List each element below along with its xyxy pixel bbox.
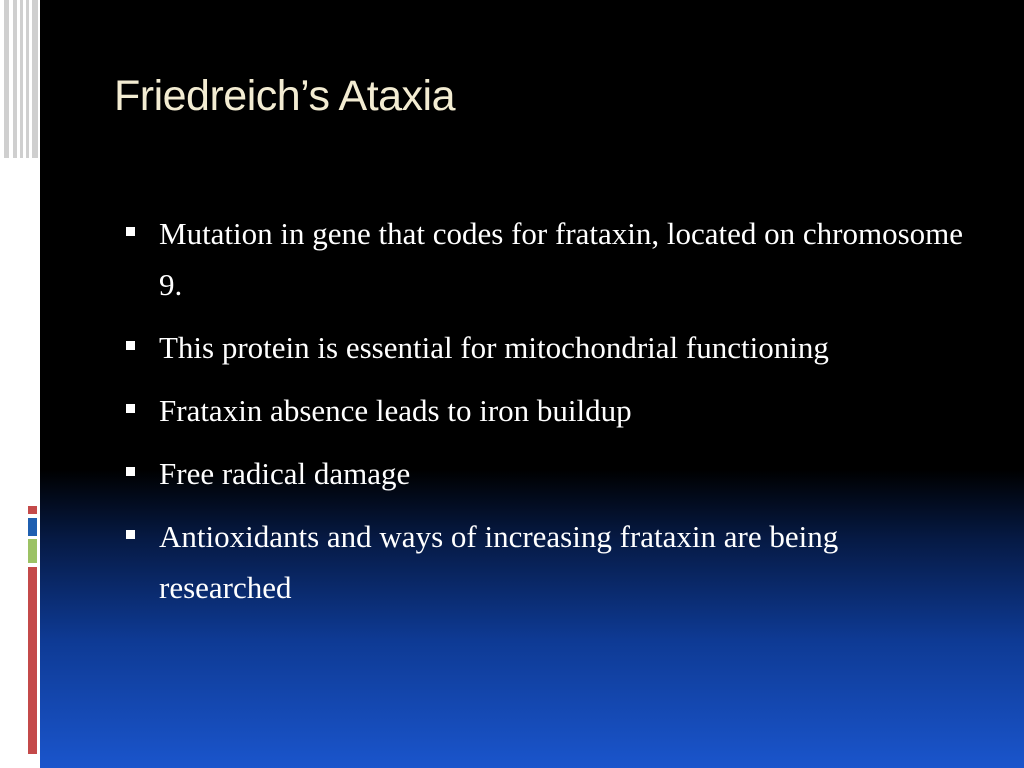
slide-title: Friedreich’s Ataxia [114, 72, 456, 120]
decorative-blue-block [28, 518, 37, 536]
decorative-bar [20, 0, 23, 158]
decorative-vertical-bars [0, 0, 40, 160]
bullet-text: This protein is essential for mitochondrial functioning [159, 330, 829, 365]
square-bullet-icon [126, 227, 135, 236]
bullet-list [124, 208, 964, 625]
decorative-green-block [28, 539, 37, 563]
decorative-bar [32, 0, 38, 158]
bullet-text: Frataxin absence leads to iron buildup [159, 393, 632, 428]
bullet-text: Free radical damage [159, 456, 411, 491]
square-bullet-icon [126, 341, 135, 350]
decorative-color-blocks [28, 506, 40, 754]
bullet-item [124, 448, 964, 499]
bullet-item [124, 208, 964, 310]
bullet-text: Antioxidants and ways of increasing frataxin are being researched [159, 519, 839, 605]
square-bullet-icon [126, 467, 135, 476]
decorative-bar [26, 0, 29, 158]
decorative-red-bar [28, 567, 37, 754]
bullet-text: Mutation in gene that codes for frataxin, located on chromosome 9. [159, 216, 964, 302]
square-bullet-icon [126, 404, 135, 413]
bullet-item [124, 385, 964, 436]
decorative-bar [4, 0, 9, 158]
square-bullet-icon [126, 530, 135, 539]
decorative-red-block [28, 506, 37, 514]
bullet-item [124, 322, 964, 373]
decorative-bar [13, 0, 17, 158]
bullet-item [124, 511, 964, 613]
